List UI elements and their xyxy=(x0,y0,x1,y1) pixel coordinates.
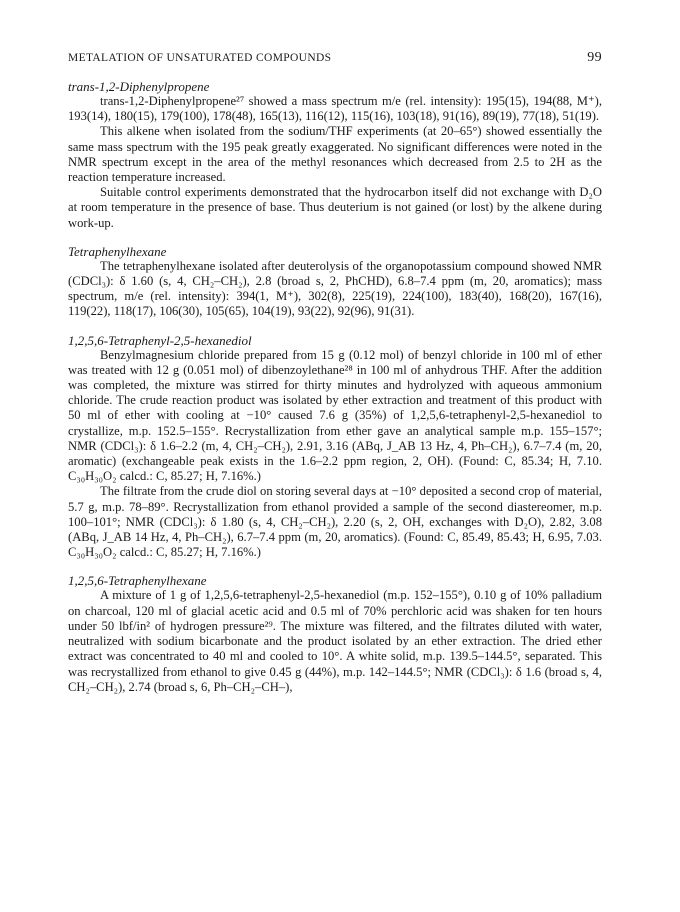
section-title: Tetraphenylhexane xyxy=(68,243,167,259)
running-title: METALATION OF UNSATURATED COMPOUNDS xyxy=(68,52,332,64)
section-tetraphenylhexane xyxy=(68,244,602,320)
section-tetraphenylhexane-synthesis xyxy=(68,573,602,694)
paragraph: Benzylmagnesium chloride prepared from 15 g (0.12 mol) of benzyl chloride in 100 ml of ether was treated with 12 g (0.051 mol) of dibenzoylethane²⁸ in 100 ml of anhydrous THF. After the addition was completed, the mixture was stirred for thirty minutes and hydrolyzed with aqueous ammonium chloride. The crude reaction product was isolated by ether extraction and treatment of this product with 50 ml of ether with cooling at −10° caused 7.6 g (35%) of 1,2,5,6-tetraphenyl-2,5-hexanediol to crystallize, m.p. 152.5–155°. Recrystallization from ether gave an analytical sample m.p. 155–157°; NMR (CDCl₃): δ 1.6–2.2 (m, 4, CH₂–CH₂), 2.91, 3.16 (ABq, J_AB 13 Hz, 4, Ph–CH₂), 6.7–7.4 (m, 20, aromatic) (exchangeable peak exists in the 1.6–2.2 ppm region, 2, OH). (Found: C, 85.34; H, 7.10. C₃₀H₃₀O₂ calcd.: C, 85.27; H, 7.16%.) xyxy=(68,347,602,484)
paragraph: The filtrate from the crude diol on storing several days at −10° deposited a second crop of material, 5.7 g, m.p. 78–89°. Recrystallization from ethanol provided a sample of the second diastereomer, m.p. 100–101°; NMR (CDCl₃): δ 1.80 (s, 4, CH₂–CH₂), 2.20 (s, 2, OH, exchanges with D₂O), 2.82, 3.08 (ABq, J_AB 14 Hz, 4, Ph–CH₂), 6.7–7.4 ppm (m, 20, aromatics). (Found: C, 85.49, 85.43; H, 6.95, 7.03. C₃₀H₃₀O₂ calcd.: C, 85.27; H, 7.16%.) xyxy=(68,484,602,560)
section-hexanediol xyxy=(68,333,602,561)
section-title: 1,2,5,6-Tetraphenylhexane xyxy=(68,573,207,589)
document-page xyxy=(68,50,602,695)
section-title: trans-1,2-Diphenylpropene xyxy=(68,79,210,94)
paragraph: The tetraphenylhexane isolated after deuterolysis of the organopotassium compound showed NMR (CDCl₃): δ 1.60 (s, 4, CH₂–CH₂), 2.8 (broad s, 2, PhCHD), 6.8–7.4 ppm (m, 20, aromatics); mass spectrum, m/e (rel. intensity): 394(1, M⁺), 302(8), 225(19), 224(100), 183(40), 168(20), 167(16), 119(22), 118(17), 106(30), 105(65), 104(19), 93(22), 92(96), 91(31). xyxy=(68,258,602,319)
section-diphenylpropene xyxy=(68,79,602,231)
page-number: 99 xyxy=(587,50,602,65)
paragraph: This alkene when isolated from the sodium/THF experiments (at 20–65°) showed essentially the same mass spectrum with the 195 peak greatly exaggerated. No significant differences were noted in the NMR spectrum except in the area of the methyl resonances which decreased from 2.5 to 2H as the reaction temperature increased. xyxy=(68,124,602,185)
section-title: 1,2,5,6-Tetraphenyl-2,5-hexanediol xyxy=(68,332,252,348)
paragraph: Suitable control experiments demonstrated that the hydrocarbon itself did not exchange with D₂O at room temperature in the presence of base. Thus deuterium is not gained (or lost) by the alkene during work-up. xyxy=(68,185,602,230)
page-header xyxy=(68,50,602,66)
paragraph: trans-1,2-Diphenylpropene²⁷ showed a mass spectrum m/e (rel. intensity): 195(15), 194(88, M⁺), 193(14), 180(15), 179(100), 178(48), 165(13), 116(12), 115(16), 103(18), 91(16), 89(19), 77(18), 51(19). xyxy=(68,94,602,124)
paragraph: A mixture of 1 g of 1,2,5,6-tetraphenyl-2,5-hexanediol (m.p. 152–155°), 0.10 g of 10% palladium on charcoal, 120 ml of glacial acetic acid and 0.5 ml of 70% perchloric acid was shaken for ten hours under 50 lbf/in² of hydrogen pressure²⁹. The mixture was filtered, and the filtrates diluted with water, neutralized with sodium bicarbonate and the product isolated by an ether extraction. The dried ether extract was concentrated to 40 ml and cooled to 10°. A white solid, m.p. 139.5–144.5°, separated. This was recrystallized from ethanol to give 0.45 g (44%), m.p. 142–144.5°; NMR (CDCl₃): δ 1.6 (broad s, 4, CH₂–CH₂), 2.74 (broad s, 6, Ph–CH₂–CH–), xyxy=(68,588,602,694)
